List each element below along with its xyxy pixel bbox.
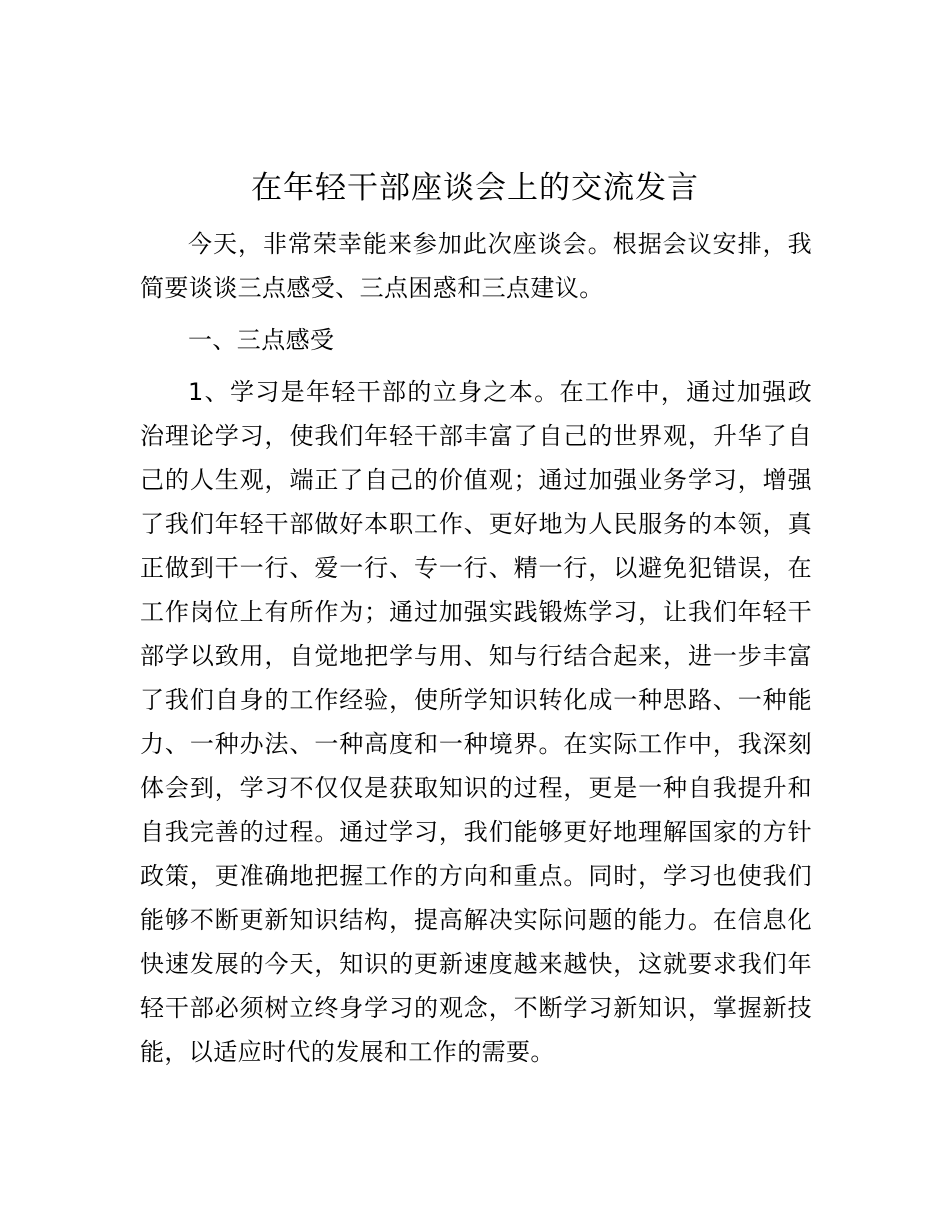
section-heading: 一、三点感受	[188, 326, 335, 354]
intro-paragraph: 今天，非常荣幸能来参加此次座谈会。根据会议安排，我简要谈谈三点感受、三点困惑和三点建议。	[140, 230, 812, 302]
point-one-paragraph: 1、学习是年轻干部的立身之本。在工作中，通过加强政治理论学习，使我们年轻干部丰富了自己的世界观，升华了自己的人生观，端正了自己的价值观；通过加强业务学习，增强了我们年轻干部做好本职工作、更好地为人民服务的本领，真正做到干一行、爱一行、专一行、精一行，以避免犯错误，在工作岗位上有所作为；通过加强实践锻炼学习，让我们年轻干部学以致用，自觉地把学与用、知与行结合起来，进一步丰富了我们自身的工作经验，使所学知识转化成一种思路、一种能力、一种办法、一种高度和一种境界。在实际工作中，我深刻体会到，学习不仅仅是获取知识的过程，更是一种自我提升和自我完善的过程。通过学习，我们能够更好地理解国家的方针政策，更准确地把握工作的方向和重点。同时，学习也使我们能够不断更新知识结构，提高解决实际问题的能力。在信息化快速发展的今天，知识的更新速度越来越快，这就要求我们年轻干部必须树立终身学习的观念，不断学习新知识，掌握新技能，以适应时代的发展和工作的需要。	[140, 378, 812, 1066]
document-title: 在年轻干部座谈会上的交流发言	[251, 170, 699, 206]
